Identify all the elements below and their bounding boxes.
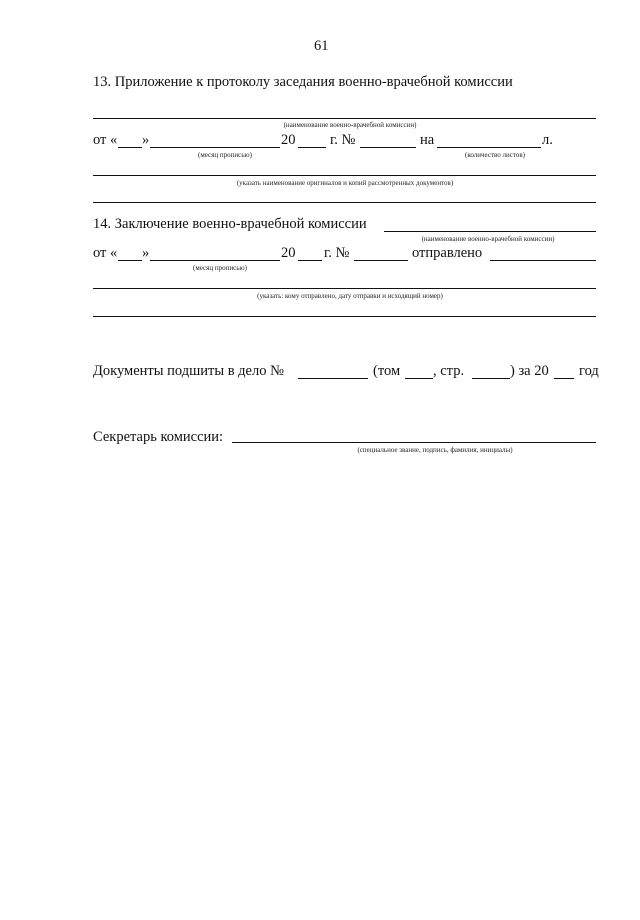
section-14-sent-field[interactable] [490,260,596,261]
section-13-month-caption: (месяц прописью) [198,151,252,159]
section-13-day-field[interactable] [118,147,142,148]
section-13-on-label: на [420,132,435,148]
section-13-sheets-caption: (количество листов) [465,151,525,159]
filed-year-label: ) за 20 [510,363,549,379]
section-14-commission-field[interactable] [384,231,596,232]
section-13-number-field[interactable] [360,147,416,148]
section-14-title: 14. Заключение военно-врачебной комиссии [93,216,367,232]
section-13-commission-line[interactable] [93,118,596,119]
section-14-from-label: от « [93,245,118,261]
section-14-month-field[interactable] [150,260,280,261]
filed-volume-label: (том [373,363,401,379]
filed-year-suffix: год [579,363,599,379]
section-14-month-caption: (месяц прописью) [193,264,247,272]
section-13-month-field[interactable] [150,147,280,148]
section-13-documents-line-2[interactable] [93,202,596,203]
section-14-sent-caption: (указать: кому отправлено, дату отправки и исходящий номер) [257,292,443,300]
section-13-documents-caption: (указать наименование оригиналов и копий рассмотренных документов) [236,179,454,187]
section-13-commission-caption: (наименование военно-врачебной комиссии) [283,121,417,129]
secretary-label: Секретарь комиссии: [93,429,224,445]
filed-page-field[interactable] [472,378,510,379]
filed-label: Документы подшиты в дело № [93,363,284,379]
section-14-sent-details-line-2[interactable] [93,316,596,317]
section-13-from-label: от « [93,132,118,148]
section-13-year-prefix: 20 [281,132,296,148]
section-14-day-field[interactable] [118,260,142,261]
section-13-sheets-unit: л. [542,132,553,148]
section-13-number-label: г. № [330,132,356,148]
section-13-documents-line[interactable] [93,175,596,176]
section-14-number-field[interactable] [354,260,408,261]
section-13-quote-close: » [142,132,150,148]
section-14-commission-caption: (наименование военно-врачебной комиссии) [421,235,555,243]
filed-volume-field[interactable] [405,378,433,379]
section-13-year-field[interactable] [298,147,326,148]
filed-page-label: , стр. [433,363,465,379]
section-14-year-field[interactable] [298,260,322,261]
section-14-year-prefix: 20 [281,245,296,261]
filed-case-number-field[interactable] [298,378,368,379]
section-14-sent-details-line[interactable] [93,288,596,289]
secretary-signature-field[interactable] [232,442,596,443]
section-13-title: 13. Приложение к протоколу заседания военно-врачебной комиссии [93,74,513,90]
section-14-quote-close: » [142,245,150,261]
page-number: 61 [314,38,329,54]
filed-year-field[interactable] [554,378,574,379]
section-14-number-label: г. № [324,245,350,261]
section-13-sheets-field[interactable] [437,147,541,148]
secretary-caption: (специальное звание, подпись, фамилия, инициалы) [357,446,513,454]
section-14-sent-label: отправлено [412,245,483,261]
